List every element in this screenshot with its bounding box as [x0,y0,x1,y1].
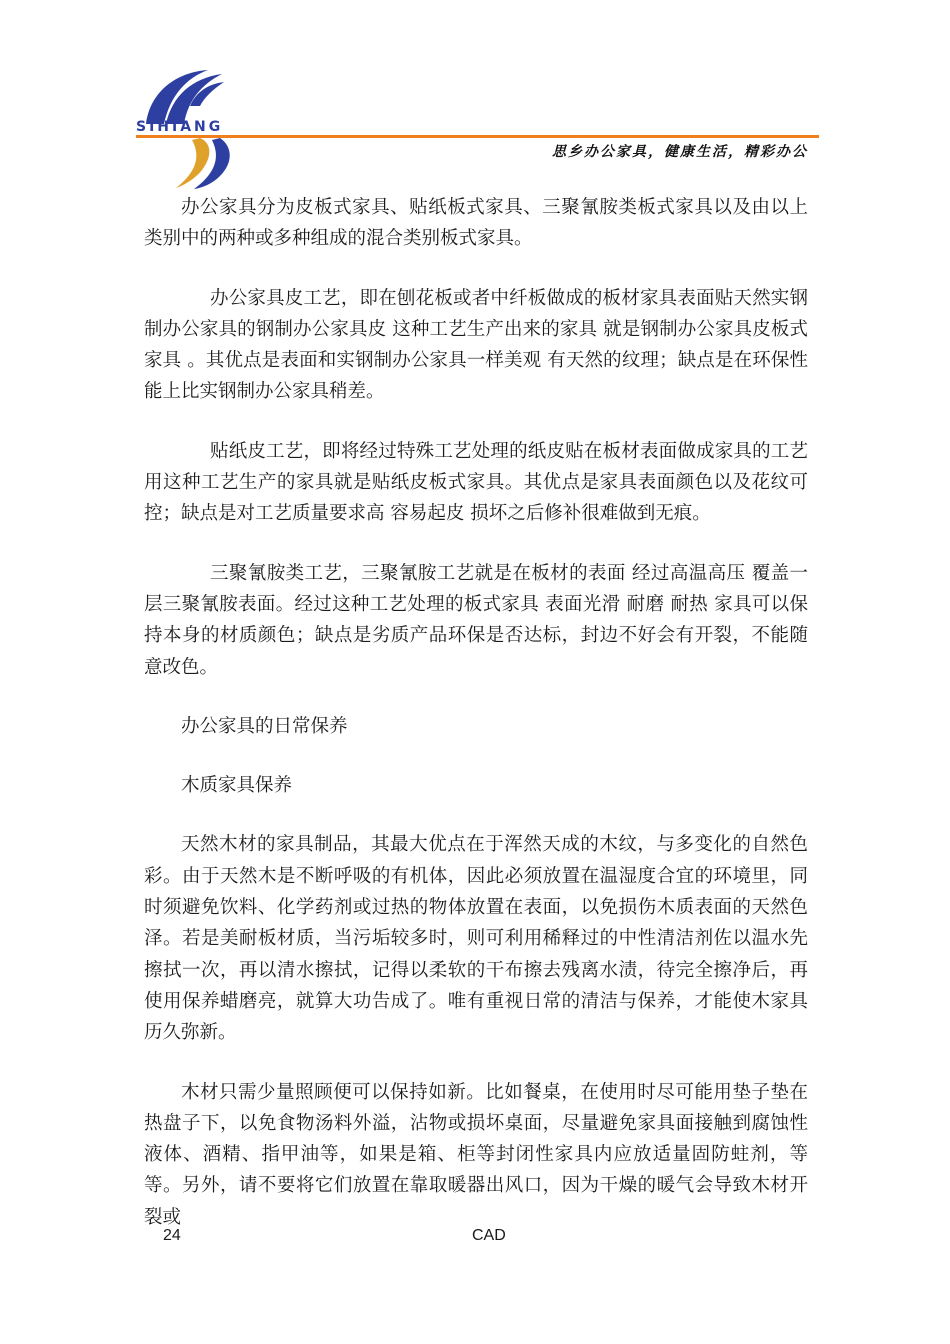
paragraph: 天然木材的家具制品，其最大优点在于浑然天成的木纹，与多变化的自然色彩。由于天然木是不断呼吸的有机体，因此必须放置在温湿度合宜的环境里，同时须避免饮料、化学药剂或过热的物体放置在表面，以免损伤木质表面的天然色泽。若是美耐板材质，当污垢较多时，则可利用稀释过的中性清洁剂佐以温水先擦拭一次，再以清水擦拭，记得以柔软的干布擦去残离水渍，待完全擦净后，再使用保养蜡磨亮，就算大功告成了。唯有重视日常的清洁与保养，才能使木家具历久弥新。 [144,834,808,1044]
sihiang-logo [136,62,248,190]
section-heading: 办公家具的日常保养 [181,715,348,737]
page-header [0,0,950,200]
paragraph: 木材只需少量照顾便可以保持如新。比如餐桌，在使用时尽可能用垫子垫在热盘子下，以免食物汤料外溢，沾物或损坏桌面，尽量避免家具面接触到腐蚀性液体、酒精、指甲油等，如果是箱、柜等封闭性家具内应放适量固防蛀剂，等等。另外，请不要将它们放置在靠取暖器出风口，因为干燥的暖气会导致木材开裂或 [144,1081,808,1228]
header-rule [136,135,819,138]
paragraph: 办公家具分为皮板式家具、贴纸板式家具、三聚氰胺类板式家具以及由以上类别中的两种或多种组成的混合类别板式家具。 [144,197,808,250]
logo-text: SIHIANG [136,119,224,135]
section-heading: 木质家具保养 [181,775,293,797]
paragraph: 三聚氰胺类工艺，三聚氰胺工艺就是在板材的表面 经过高温高压 覆盖一层三聚氰胺表面。经过这种工艺处理的板式家具 表面光滑 耐磨 耐热 家具可以保持本身的材质颜色；缺点是劣质产品环保是否达标，封边不好会有开裂，不能随意改色。 [144,562,808,678]
paragraph: 办公家具皮工艺，即在刨花板或者中纤板做成的板材家具表面贴天然实钢制办公家具的钢制办公家具皮 这种工艺生产出来的家具 就是钢制办公家具皮板式家具 。其优点是表面和实钢制办公家具一样美观 有天然的纹理；缺点是在环保性能上比实钢制办公家具稍差。 [144,287,808,403]
document-body [144,192,808,1261]
header-slogan: 思乡办公家具，健康生活，精彩办公 [552,144,808,160]
page-number: 24 [163,1227,181,1244]
footer-text: CAD [472,1227,506,1244]
paragraph: 贴纸皮工艺，即将经过特殊工艺处理的纸皮贴在板材表面做成家具的工艺 用这种工艺生产的家具就是贴纸皮板式家具。其优点是家具表面颜色以及花纹可控；缺点是对工艺质量要求高 容易起皮 损坏之后修补很难做到无痕。 [144,440,808,525]
